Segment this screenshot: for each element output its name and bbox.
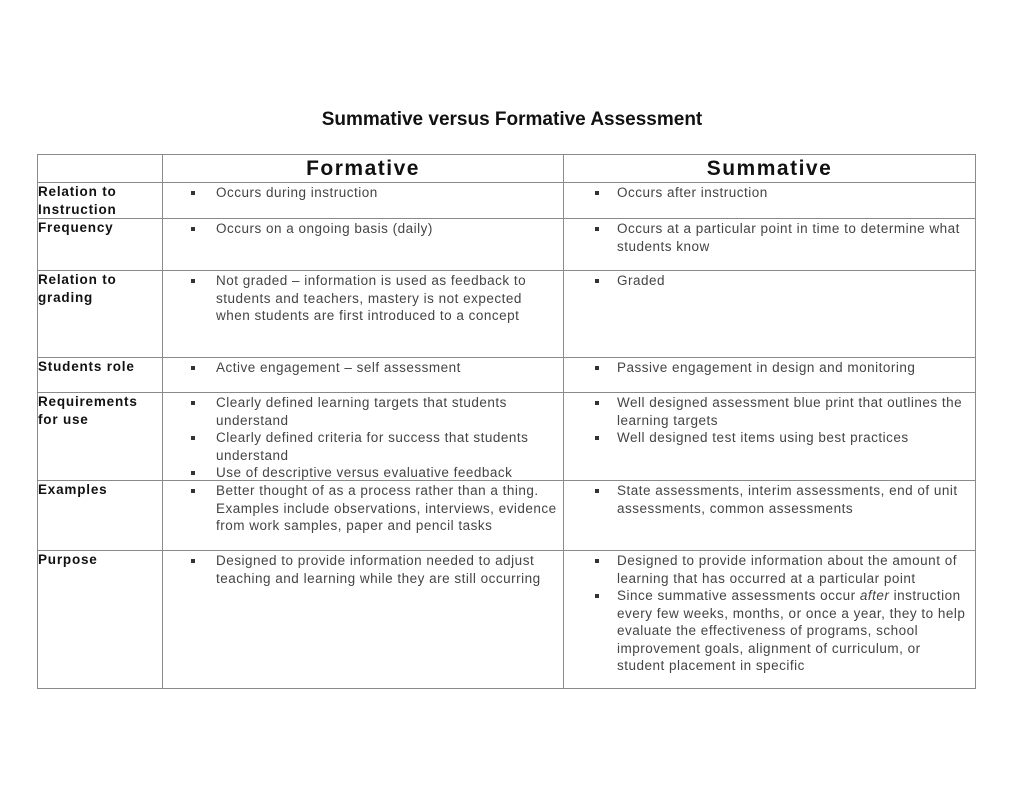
table-row bbox=[38, 219, 976, 271]
bullet-icon bbox=[595, 489, 599, 493]
list-item bbox=[163, 184, 557, 202]
bullet-icon bbox=[191, 471, 195, 475]
summative-cell bbox=[564, 271, 976, 358]
row-label: Relation to grading bbox=[38, 271, 163, 358]
list-item bbox=[564, 587, 969, 675]
table-row bbox=[38, 551, 976, 689]
formative-column-header: Formative bbox=[163, 155, 564, 183]
table-row bbox=[38, 271, 976, 358]
bullet-text: Occurs on a ongoing basis (daily) bbox=[216, 221, 433, 236]
bullet-text: Clearly defined criteria for success that students understand bbox=[216, 430, 529, 463]
bullet-text: Active engagement – self assessment bbox=[216, 360, 461, 375]
table-row bbox=[38, 393, 976, 481]
header-row bbox=[38, 155, 976, 183]
list-item bbox=[163, 482, 557, 535]
bullet-icon bbox=[191, 279, 195, 283]
bullet-icon bbox=[191, 366, 195, 370]
row-label: Requirements for use bbox=[38, 393, 163, 481]
row-label: Relation to Instruction bbox=[38, 183, 163, 219]
list-item bbox=[564, 220, 969, 255]
summative-cell bbox=[564, 358, 976, 393]
bullet-icon bbox=[595, 401, 599, 405]
bullet-text bbox=[617, 588, 965, 673]
bullet-text: Well designed test items using best practices bbox=[617, 430, 909, 445]
page-title: Summative versus Formative Assessment bbox=[321, 109, 703, 130]
bullet-text: Clearly defined learning targets that students understand bbox=[216, 395, 507, 428]
table-row bbox=[38, 183, 976, 219]
bullet-text: State assessments, interim assessments, end of unit assessments, common assessments bbox=[617, 483, 958, 516]
list-item bbox=[163, 394, 557, 429]
row-label: Frequency bbox=[38, 219, 163, 271]
list-item bbox=[163, 552, 557, 587]
corner-cell bbox=[38, 155, 163, 183]
formative-cell bbox=[163, 481, 564, 551]
formative-cell bbox=[163, 358, 564, 393]
bullet-text: Designed to provide information about the amount of learning that has occurred at a particular point bbox=[617, 553, 957, 586]
bullet-text: Not graded – information is used as feedback to students and teachers, mastery is not expected when students are first introduced to a concept bbox=[216, 273, 527, 323]
list-item bbox=[163, 272, 557, 325]
row-label: Purpose bbox=[38, 551, 163, 689]
bullet-text: Use of descriptive versus evaluative feedback bbox=[216, 465, 513, 480]
list-item bbox=[163, 429, 557, 464]
formative-cell bbox=[163, 219, 564, 271]
bullet-text: Occurs during instruction bbox=[216, 185, 378, 200]
formative-cell bbox=[163, 271, 564, 358]
formative-cell bbox=[163, 551, 564, 689]
list-item bbox=[163, 359, 557, 377]
formative-cell bbox=[163, 393, 564, 481]
emphasis-text: after bbox=[859, 588, 890, 603]
bullet-icon bbox=[191, 436, 195, 440]
bullet-text: Occurs after instruction bbox=[617, 185, 768, 200]
summative-cell bbox=[564, 481, 976, 551]
summative-cell bbox=[564, 393, 976, 481]
list-item bbox=[163, 220, 557, 238]
bullet-icon bbox=[595, 279, 599, 283]
bullet-icon bbox=[595, 559, 599, 563]
list-item bbox=[163, 464, 557, 480]
list-item bbox=[564, 482, 969, 517]
bullet-text: Well designed assessment blue print that outlines the learning targets bbox=[617, 395, 963, 428]
bullet-icon bbox=[191, 401, 195, 405]
bullet-icon bbox=[595, 594, 599, 598]
bullet-icon bbox=[191, 191, 195, 195]
bullet-icon bbox=[595, 436, 599, 440]
list-item bbox=[564, 552, 969, 587]
table-row bbox=[38, 481, 976, 551]
list-item bbox=[564, 184, 969, 202]
bullet-text: Better thought of as a process rather than a thing. Examples include observations, interviews, evidence from work samples, paper and pencil tasks bbox=[216, 483, 557, 533]
comparison-table bbox=[37, 154, 976, 689]
bullet-text: Designed to provide information needed to adjust teaching and learning while they are still occurring bbox=[216, 553, 541, 586]
table-row bbox=[38, 358, 976, 393]
list-item bbox=[564, 429, 969, 447]
bullet-text: Passive engagement in design and monitoring bbox=[617, 360, 916, 375]
bullet-icon bbox=[191, 559, 195, 563]
bullet-text: Occurs at a particular point in time to determine what students know bbox=[617, 221, 960, 254]
text-segment: Since summative assessments occur bbox=[617, 588, 860, 603]
list-item bbox=[564, 359, 969, 377]
summative-cell bbox=[564, 551, 976, 689]
summative-cell bbox=[564, 219, 976, 271]
bullet-icon bbox=[191, 227, 195, 231]
bullet-icon bbox=[191, 489, 195, 493]
bullet-icon bbox=[595, 227, 599, 231]
row-label: Examples bbox=[38, 481, 163, 551]
text-segment: instruction every few weeks, months, or once a year, they to help evaluate the effectiveness of programs, school improvement goals, alignment of curriculum, or student placement in specific bbox=[617, 588, 966, 673]
list-item bbox=[564, 272, 969, 290]
summative-column-header: Summative bbox=[564, 155, 976, 183]
list-item bbox=[564, 394, 969, 429]
row-label: Students role bbox=[38, 358, 163, 393]
summative-cell bbox=[564, 183, 976, 219]
bullet-icon bbox=[595, 366, 599, 370]
bullet-text: Graded bbox=[617, 273, 666, 288]
formative-cell bbox=[163, 183, 564, 219]
bullet-icon bbox=[595, 191, 599, 195]
